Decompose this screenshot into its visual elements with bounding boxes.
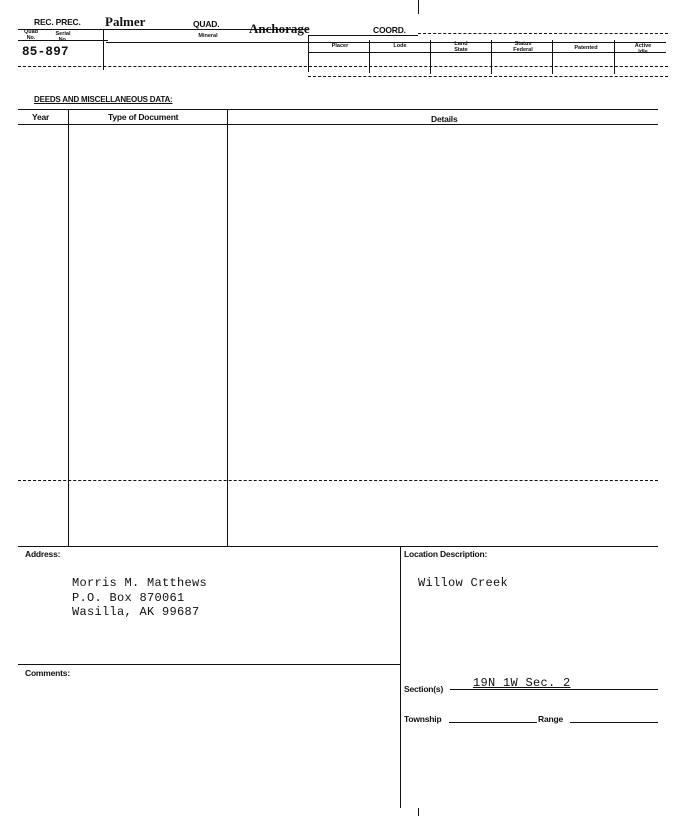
sections-value: 19N 1W Sec. 2 bbox=[473, 676, 571, 690]
address-line-2: P.O. Box 870061 bbox=[72, 591, 185, 605]
header-top-line-right bbox=[308, 35, 418, 36]
deeds-separator-dash bbox=[18, 480, 658, 481]
header-divider bbox=[369, 40, 370, 73]
deeds-header-line bbox=[18, 124, 658, 125]
comments-top-line bbox=[18, 664, 400, 665]
col-year-header: Year bbox=[32, 112, 50, 122]
mineral-label: Mineral bbox=[198, 33, 218, 39]
range-label: Range bbox=[538, 714, 563, 724]
quad-serial-value: 85-897 bbox=[22, 45, 69, 59]
placer-label: Placer bbox=[331, 43, 349, 49]
bottom-tick-mark bbox=[418, 808, 419, 816]
col-type-header: Type of Document bbox=[108, 112, 179, 122]
header-top-line bbox=[18, 29, 308, 30]
header-divider bbox=[614, 40, 615, 74]
rec-prec-value: Palmer bbox=[105, 14, 146, 29]
township-label: Township bbox=[404, 714, 442, 724]
header-bottom-dash bbox=[18, 66, 668, 67]
land-state-label: Land State bbox=[454, 41, 468, 53]
coord-label: COORD. bbox=[373, 25, 406, 35]
header-top-dash bbox=[418, 33, 668, 34]
bottom-section-top bbox=[18, 546, 658, 547]
header-divider bbox=[552, 40, 553, 74]
header-sub-line bbox=[106, 42, 666, 43]
top-tick-mark bbox=[418, 0, 419, 14]
deeds-table-top bbox=[18, 109, 658, 110]
deeds-section-title: DEEDS AND MISCELLANEOUS DATA: bbox=[34, 95, 173, 104]
header-divider bbox=[430, 40, 431, 74]
active-idle-label: Active Idle bbox=[634, 43, 652, 55]
lode-label: Lode bbox=[393, 43, 407, 49]
header-divider bbox=[491, 40, 492, 74]
status-header-line bbox=[308, 52, 666, 53]
quad-value: Anchorage bbox=[249, 21, 310, 36]
rec-prec-label: REC. PREC. bbox=[34, 17, 81, 27]
header-divider bbox=[103, 30, 104, 70]
patented-label: Patented bbox=[574, 45, 598, 51]
quad-label-underline bbox=[18, 40, 108, 41]
col-details-header: Details bbox=[431, 114, 458, 124]
header-bottom-dash-2 bbox=[308, 76, 668, 77]
township-underline bbox=[449, 722, 537, 723]
address-line-3: Wasilla, AK 99687 bbox=[72, 605, 200, 619]
quad-label: QUAD. bbox=[193, 19, 220, 29]
range-underline bbox=[570, 722, 658, 723]
location-description-label: Location Description: bbox=[404, 549, 488, 559]
comments-label: Comments: bbox=[25, 668, 70, 678]
sections-label: Section(s) bbox=[404, 684, 444, 694]
bottom-center-divider bbox=[400, 546, 401, 808]
location-description-value: Willow Creek bbox=[418, 576, 509, 590]
quad-no-label: Quad No. bbox=[23, 29, 39, 41]
address-label: Address: bbox=[25, 549, 61, 559]
status-federal-label: Status Federal bbox=[513, 41, 533, 53]
serial-no-label: Serial No. bbox=[55, 31, 71, 43]
address-line-1: Morris M. Matthews bbox=[72, 576, 208, 590]
